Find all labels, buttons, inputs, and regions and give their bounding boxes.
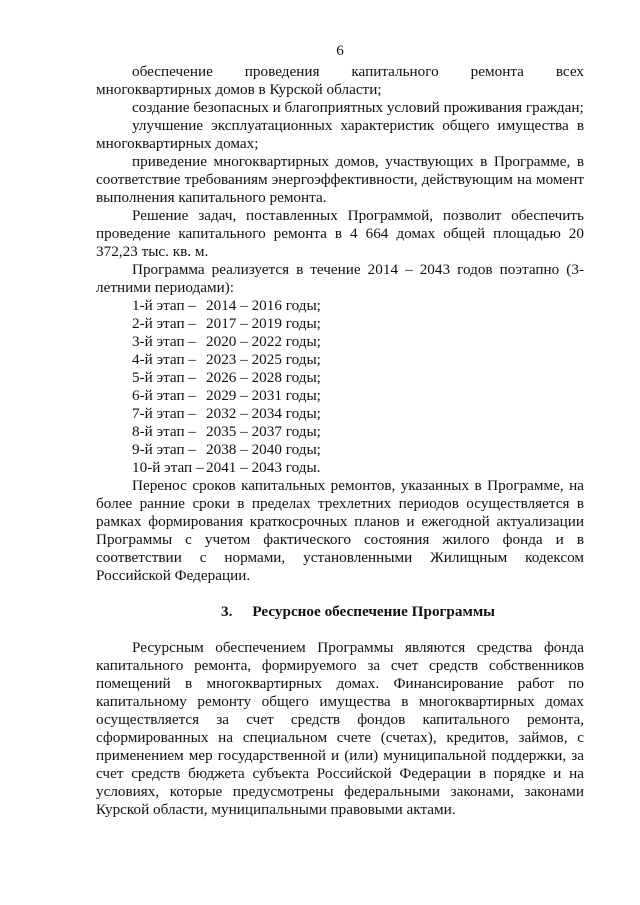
section-title: Ресурсное обеспечение Программы xyxy=(252,603,496,620)
paragraph: Перенос сроков капитальных ремонтов, указанных в Программе, на более ранние сроки в пределах трехлетних периодов осуществляется в рамках формирования краткосрочных планов и ежегодной актуализации Программы с учетом фактического состояния жилого фонда и в соответствии с нормами, установленными Жилищным кодексом Российской Федерации. xyxy=(96,477,584,584)
stage-years: 2020 – 2022 годы; xyxy=(206,333,321,350)
document-body xyxy=(96,63,584,819)
paragraph: приведение многоквартирных домов, участвующих в Программе, в соответствие требованиям энергоэффективности, действующим на момент выполнения капитального ремонта. xyxy=(96,153,584,206)
stage-label: 1-й этап – xyxy=(132,297,196,314)
section-number: 3. xyxy=(220,603,233,620)
paragraph: Решение задач, поставленных Программой, позволит обеспечить проведение капитального ремонта в 4 664 домах общей площадью 20 372,23 тыс. кв. м. xyxy=(96,207,584,260)
paragraph: Программа реализуется в течение 2014 – 2043 годов поэтапно (3-летними периодами): xyxy=(96,261,584,296)
stage-years: 2014 – 2016 годы; xyxy=(206,297,321,314)
stage-item xyxy=(96,297,584,315)
stage-item xyxy=(96,333,584,351)
paragraph: создание безопасных и благоприятных условий проживания граждан; xyxy=(132,99,584,116)
stage-years: 2029 – 2031 годы; xyxy=(206,387,321,404)
stage-list xyxy=(96,297,584,477)
stage-label: 8-й этап – xyxy=(132,423,196,440)
stage-item xyxy=(96,387,584,405)
stage-item xyxy=(96,315,584,333)
stage-label: 10-й этап – xyxy=(132,459,204,476)
stage-label: 9-й этап – xyxy=(132,441,196,458)
stage-years: 2041 – 2043 годы. xyxy=(206,459,321,476)
stage-label: 2-й этап – xyxy=(132,315,196,332)
stage-item xyxy=(96,441,584,459)
stage-label: 6-й этап – xyxy=(132,387,196,404)
stage-years: 2035 – 2037 годы; xyxy=(206,423,321,440)
paragraph: улучшение эксплуатационных характеристик общего имущества в многоквартирных домах; xyxy=(96,117,584,152)
page-number: 6 xyxy=(336,42,344,59)
section-heading xyxy=(96,603,584,621)
stage-years: 2032 – 2034 годы; xyxy=(206,405,321,422)
stage-label: 3-й этап – xyxy=(132,333,196,350)
stage-item xyxy=(96,405,584,423)
stage-item xyxy=(96,351,584,369)
stage-years: 2038 – 2040 годы; xyxy=(206,441,321,458)
paragraph: обеспечение проведения капитального ремонта всех многоквартирных домов в Курской области; xyxy=(96,63,584,98)
stage-years: 2023 – 2025 годы; xyxy=(206,351,321,368)
stage-item xyxy=(96,423,584,441)
stage-years: 2017 – 2019 годы; xyxy=(206,315,321,332)
stage-item xyxy=(96,459,584,477)
stage-label: 5-й этап – xyxy=(132,369,196,386)
paragraph: Ресурсным обеспечением Программы являются средства фонда капитального ремонта, формируемого за счет средств собственников помещений в многоквартирных домах. Финансирование работ по капитальному ремонту общего имущества в многоквартирных домах осуществляется за счет средств фондов капитального ремонта, сформированных на специальном счете (счетах), кредитов, займов, с применением мер государственной и (или) муниципальной поддержки, за счет средств бюджета субъекта Российской Федерации в порядке и на условиях, которые предусмотрены федеральными законами, законами Курской области, муниципальными правовыми актами. xyxy=(96,639,584,818)
stage-label: 4-й этап – xyxy=(132,351,196,368)
stage-label: 7-й этап – xyxy=(132,405,196,422)
stage-item xyxy=(96,369,584,387)
stage-years: 2026 – 2028 годы; xyxy=(206,369,321,386)
